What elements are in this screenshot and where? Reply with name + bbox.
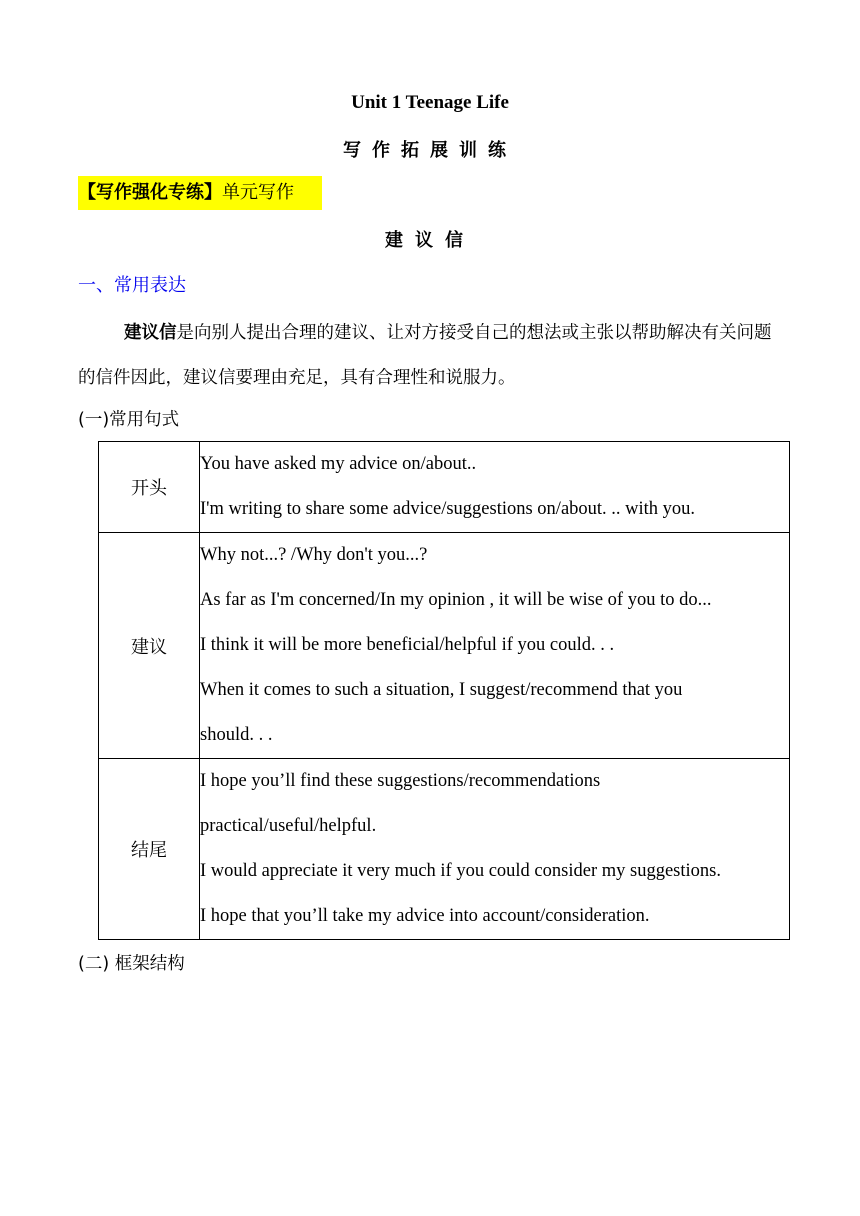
category-cell: 开头 <box>99 442 200 533</box>
phrases-cell <box>200 442 790 533</box>
highlight-bracket-label: 【写作强化专练】 <box>78 182 222 203</box>
letter-type-heading: 建议信 <box>385 230 475 251</box>
intro-paragraph <box>78 311 788 401</box>
unit-title: Unit 1 Teenage Life <box>351 92 509 113</box>
phrase-line: When it comes to such a situation, I suggest/recommend that you <box>200 680 683 700</box>
phrase-line: I'm writing to share some advice/suggestions on/about. .. with you. <box>200 499 696 519</box>
phrase-line: I hope you’ll find these suggestions/recommendations <box>200 771 601 791</box>
phrase-line: practical/useful/helpful. <box>200 816 377 836</box>
phrase-table <box>98 441 790 940</box>
sub-heading-framework: (二) 框架结构 <box>78 954 185 974</box>
phrase-line: I would appreciate it very much if you could consider my suggestions. <box>200 861 721 881</box>
phrase-line: I hope that you’ll take my advice into account/consideration. <box>200 906 650 926</box>
phrase-line: should. . . <box>200 725 273 745</box>
section-heading: 一、常用表达 <box>78 275 186 296</box>
phrase-line: I think it will be more beneficial/helpful if you could. . . <box>200 635 615 655</box>
category-cell: 结尾 <box>99 759 200 940</box>
table-row <box>99 442 790 533</box>
sub-heading-sentence-patterns: (一)常用句式 <box>78 410 180 430</box>
category-cell: 建议 <box>99 533 200 759</box>
phrases-cell <box>200 759 790 940</box>
phrase-line: You have asked my advice on/about.. <box>200 454 477 474</box>
table-row <box>99 759 790 940</box>
phrase-line: Why not...? /Why don't you...? <box>200 545 428 565</box>
intro-term: 建议信 <box>124 323 177 343</box>
subtitle: 写作拓展训练 <box>343 140 517 161</box>
intro-text: 是向别人提出合理的建议、让对方接受自己的想法或主张以帮助解决有关问题的信件因此，建议信要理由充足，具有合理性和说服力。 <box>78 323 772 388</box>
table-row <box>99 533 790 759</box>
highlighted-heading <box>78 176 322 210</box>
phrases-cell <box>200 533 790 759</box>
highlight-rest-label: 单元写作 <box>222 182 294 203</box>
phrase-line: As far as I'm concerned/In my opinion , it will be wise of you to do... <box>200 590 712 610</box>
